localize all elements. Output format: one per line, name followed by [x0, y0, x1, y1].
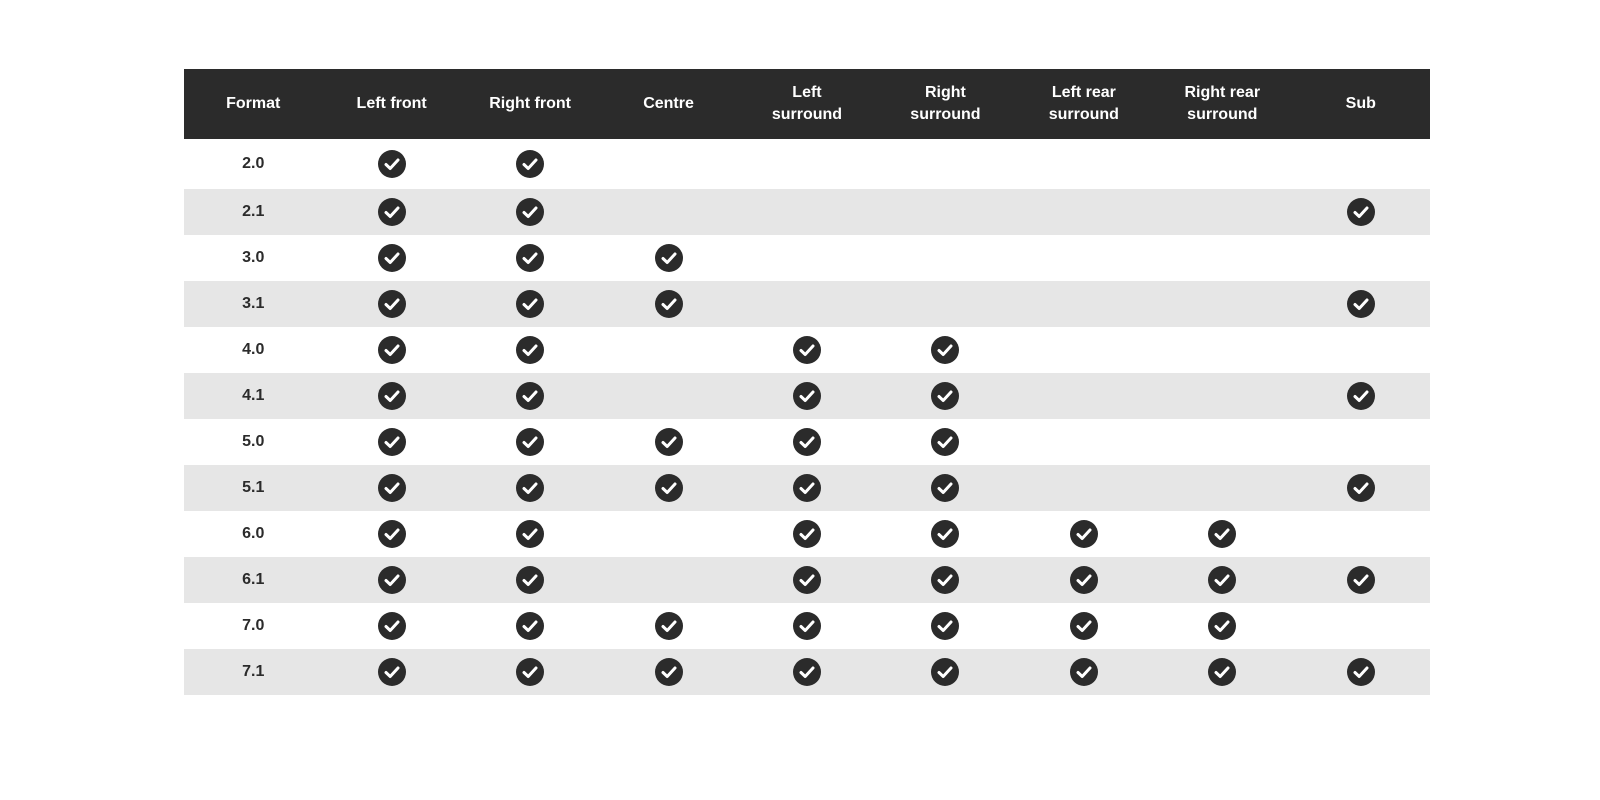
table-row [184, 419, 1430, 465]
channel-cell [738, 649, 876, 695]
channel-cell [599, 281, 737, 327]
channel-cell [738, 557, 876, 603]
check-circle-icon [516, 658, 544, 686]
channel-cell [876, 511, 1014, 557]
check-circle-icon [931, 520, 959, 548]
channel-cell [738, 281, 876, 327]
channel-cell [322, 327, 460, 373]
channel-cell [876, 419, 1014, 465]
channel-cell [738, 373, 876, 419]
check-circle-icon [1347, 290, 1375, 318]
channel-cell [1015, 465, 1153, 511]
table-row [184, 189, 1430, 235]
channel-cell [876, 189, 1014, 235]
column-header [876, 69, 1014, 139]
channel-cell [876, 139, 1014, 189]
channel-cell [322, 373, 460, 419]
channel-cell [461, 511, 599, 557]
format-cell: 3.1 [242, 295, 265, 312]
channel-cell [876, 649, 1014, 695]
check-circle-icon [1070, 658, 1098, 686]
channel-cell [461, 465, 599, 511]
check-circle-icon [793, 520, 821, 548]
table-row [184, 511, 1430, 557]
channel-cell [461, 327, 599, 373]
column-header [1292, 69, 1431, 139]
check-circle-icon [516, 198, 544, 226]
channel-cell [738, 419, 876, 465]
column-header-line: Left front [356, 95, 427, 112]
channel-cell [1153, 327, 1291, 373]
column-header-line: Sub [1345, 95, 1376, 112]
channel-cell [876, 465, 1014, 511]
channel-cell [461, 373, 599, 419]
table-row [184, 139, 1430, 189]
channel-cell [599, 419, 737, 465]
format-cell: 2.0 [242, 155, 265, 172]
check-circle-icon [1070, 520, 1098, 548]
channel-cell [461, 281, 599, 327]
channel-cell [1153, 649, 1291, 695]
channel-cell [1015, 419, 1153, 465]
table-row [184, 603, 1430, 649]
channel-cell [322, 235, 460, 281]
channel-cell [322, 465, 460, 511]
channel-cell [1153, 139, 1291, 189]
channel-cell [461, 139, 599, 189]
column-header-line: Format [226, 95, 281, 112]
channel-cell [1292, 373, 1431, 419]
channel-cell [876, 235, 1014, 281]
channel-cell [599, 235, 737, 281]
check-circle-icon [931, 566, 959, 594]
check-circle-icon [378, 612, 406, 640]
channel-cell [461, 649, 599, 695]
check-circle-icon [378, 382, 406, 410]
channel-cell [322, 649, 460, 695]
channel-cell [599, 189, 737, 235]
check-circle-icon [1208, 566, 1236, 594]
check-circle-icon [793, 566, 821, 594]
check-circle-icon [516, 244, 544, 272]
check-circle-icon [1070, 612, 1098, 640]
channel-cell [1153, 511, 1291, 557]
column-header-line: Right rear [1184, 84, 1261, 101]
check-circle-icon [655, 474, 683, 502]
channel-cell [1292, 419, 1431, 465]
channel-cell [461, 235, 599, 281]
channel-cell [1015, 557, 1153, 603]
check-circle-icon [378, 428, 406, 456]
column-header [1153, 69, 1291, 139]
format-cell: 4.0 [242, 341, 265, 358]
channel-cell [322, 139, 460, 189]
check-circle-icon [655, 658, 683, 686]
channel-cell [1153, 189, 1291, 235]
channel-cell [1292, 465, 1431, 511]
channel-cell [322, 189, 460, 235]
column-header-line: surround [910, 106, 981, 123]
check-circle-icon [378, 658, 406, 686]
table-row [184, 557, 1430, 603]
check-circle-icon [378, 566, 406, 594]
channel-cell [738, 189, 876, 235]
channel-cell [876, 603, 1014, 649]
channel-cell [1153, 603, 1291, 649]
channel-cell [738, 235, 876, 281]
check-circle-icon [1070, 566, 1098, 594]
channel-cell [1015, 649, 1153, 695]
table-row [184, 465, 1430, 511]
header-row [184, 69, 1430, 139]
channel-cell [322, 511, 460, 557]
check-circle-icon [931, 474, 959, 502]
channel-cell [599, 649, 737, 695]
format-cell: 7.0 [242, 617, 265, 634]
channel-cell [1153, 419, 1291, 465]
check-circle-icon [931, 428, 959, 456]
table-body [184, 139, 1430, 695]
check-circle-icon [1208, 520, 1236, 548]
channel-cell [1015, 603, 1153, 649]
check-circle-icon [931, 382, 959, 410]
channel-cell [1015, 511, 1153, 557]
table-row [184, 373, 1430, 419]
channel-cell [461, 557, 599, 603]
channel-cell [1292, 557, 1431, 603]
channel-cell [461, 189, 599, 235]
check-circle-icon [793, 658, 821, 686]
column-header-line: Left [792, 84, 822, 101]
check-circle-icon [655, 290, 683, 318]
check-circle-icon [1208, 658, 1236, 686]
check-circle-icon [793, 336, 821, 364]
format-cell: 6.1 [242, 571, 265, 588]
channel-cell [1292, 139, 1431, 189]
channel-cell [322, 419, 460, 465]
column-header [1015, 69, 1153, 139]
check-circle-icon [655, 428, 683, 456]
check-circle-icon [1347, 382, 1375, 410]
check-circle-icon [1347, 474, 1375, 502]
check-circle-icon [378, 198, 406, 226]
column-header-line: surround [771, 106, 843, 123]
channel-cell [599, 557, 737, 603]
table-row [184, 281, 1430, 327]
channel-cell [738, 511, 876, 557]
check-circle-icon [516, 290, 544, 318]
channel-cell [322, 603, 460, 649]
check-circle-icon [793, 612, 821, 640]
channel-cell [1292, 189, 1431, 235]
channel-cell [599, 603, 737, 649]
table-row [184, 235, 1430, 281]
check-circle-icon [1347, 658, 1375, 686]
column-header-line: Right [924, 84, 966, 101]
check-circle-icon [1208, 612, 1236, 640]
column-header [599, 69, 737, 139]
table-row [184, 649, 1430, 695]
check-circle-icon [793, 474, 821, 502]
check-circle-icon [655, 612, 683, 640]
format-cell: 7.1 [242, 663, 265, 680]
channel-cell [1153, 235, 1291, 281]
column-header-line: surround [1048, 106, 1119, 123]
check-circle-icon [1347, 198, 1375, 226]
check-circle-icon [516, 520, 544, 548]
check-circle-icon [793, 428, 821, 456]
column-header [322, 69, 460, 139]
channel-cell [1292, 649, 1431, 695]
channel-cell [599, 511, 737, 557]
channel-cell [599, 327, 737, 373]
check-circle-icon [378, 290, 406, 318]
channel-cell [322, 281, 460, 327]
channel-cell [1153, 373, 1291, 419]
channel-cell [876, 373, 1014, 419]
check-circle-icon [1347, 566, 1375, 594]
check-circle-icon [378, 150, 406, 178]
channel-cell [1015, 235, 1153, 281]
check-circle-icon [931, 612, 959, 640]
channel-cell [599, 465, 737, 511]
channel-cell [322, 557, 460, 603]
channel-cell [1153, 557, 1291, 603]
check-circle-icon [931, 658, 959, 686]
column-header-line: Right front [489, 95, 571, 112]
check-circle-icon [378, 474, 406, 502]
format-cell: 5.1 [242, 479, 265, 496]
channel-cell [1015, 139, 1153, 189]
check-circle-icon [378, 336, 406, 364]
format-cell: 2.1 [242, 203, 265, 220]
channel-cell [1292, 235, 1431, 281]
channel-cell [1153, 465, 1291, 511]
check-circle-icon [378, 520, 406, 548]
channel-cell [876, 327, 1014, 373]
table-row [184, 327, 1430, 373]
format-cell: 5.0 [242, 433, 265, 450]
check-circle-icon [655, 244, 683, 272]
check-circle-icon [516, 612, 544, 640]
check-circle-icon [516, 474, 544, 502]
channel-cell [1292, 603, 1431, 649]
channel-cell [738, 139, 876, 189]
check-circle-icon [516, 428, 544, 456]
channel-cell [738, 603, 876, 649]
channel-cell [738, 465, 876, 511]
format-cell: 3.0 [242, 249, 265, 266]
column-header [461, 69, 599, 139]
column-header-line: surround [1187, 106, 1258, 123]
check-circle-icon [516, 382, 544, 410]
speaker-format-table [184, 69, 1430, 695]
column-header [184, 69, 322, 139]
check-circle-icon [516, 336, 544, 364]
channel-cell [599, 139, 737, 189]
table-header [184, 69, 1430, 139]
channel-cell [461, 603, 599, 649]
check-circle-icon [516, 566, 544, 594]
channel-cell [876, 281, 1014, 327]
channel-cell [1015, 281, 1153, 327]
column-header [738, 69, 876, 139]
channel-cell [1015, 327, 1153, 373]
channel-cell [1015, 373, 1153, 419]
channel-cell [1153, 281, 1291, 327]
channel-cell [1015, 189, 1153, 235]
check-circle-icon [931, 336, 959, 364]
speaker-format-table-container [184, 69, 1430, 695]
channel-cell [876, 557, 1014, 603]
check-circle-icon [793, 382, 821, 410]
channel-cell [599, 373, 737, 419]
column-header-line: Left rear [1051, 84, 1116, 101]
check-circle-icon [378, 244, 406, 272]
format-cell: 4.1 [242, 387, 265, 404]
column-header-line: Centre [643, 95, 694, 112]
channel-cell [1292, 281, 1431, 327]
check-circle-icon [516, 150, 544, 178]
channel-cell [1292, 327, 1431, 373]
format-cell: 6.0 [242, 525, 265, 542]
channel-cell [1292, 511, 1431, 557]
channel-cell [738, 327, 876, 373]
channel-cell [461, 419, 599, 465]
